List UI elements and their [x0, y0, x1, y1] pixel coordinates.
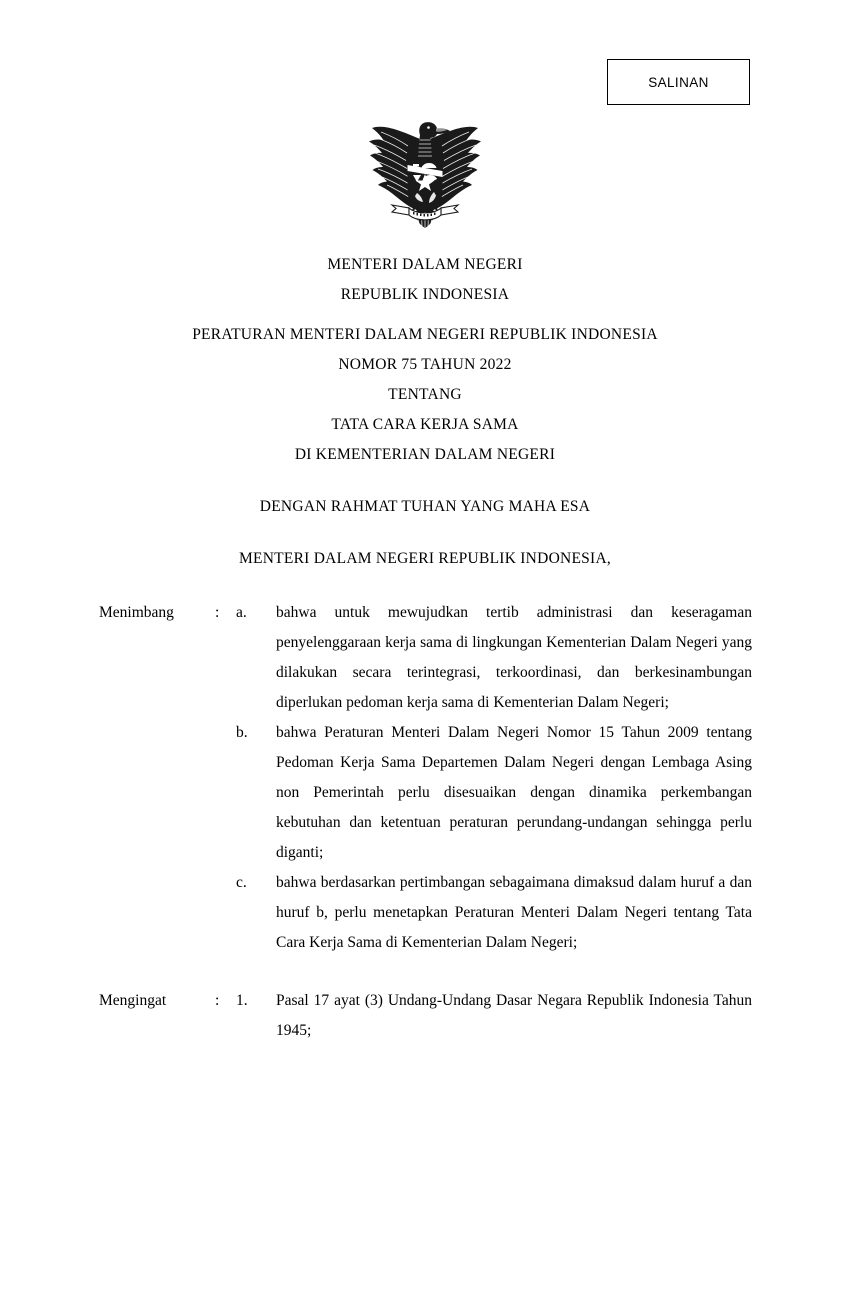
list-item: [0, 986, 850, 1046]
subject-line-1: TATA CARA KERJA SAMA: [331, 416, 519, 433]
clause-label-menimbang: Menimbang: [99, 604, 174, 621]
list-item: [0, 718, 850, 868]
clause-colon-mengingat: :: [215, 992, 220, 1009]
item-marker: a.: [236, 604, 247, 621]
clause-colon-menimbang: :: [215, 604, 220, 621]
emblem-container: [0, 112, 850, 237]
item-marker: c.: [236, 874, 247, 891]
clause-item-list-mengingat: [0, 986, 850, 1046]
clause-item-list-menimbang: [0, 598, 850, 958]
item-text: Pasal 17 ayat (3) Undang-Undang Dasar Negara Republik Indonesia Tahun 1945;: [276, 992, 752, 1039]
blessing-line: DENGAN RAHMAT TUHAN YANG MAHA ESA: [259, 498, 591, 515]
clause-menimbang: [0, 598, 850, 958]
heading-spacer-1: [0, 310, 850, 320]
ministry-line-2: REPUBLIK INDONESIA: [340, 286, 510, 303]
heading-spacer-3: [0, 522, 850, 544]
list-item: [0, 868, 850, 958]
clause-label-mengingat: Mengingat: [99, 992, 167, 1009]
item-text: bahwa untuk mewujudkan tertib administrasi dan keseragaman penyelenggaraan kerja sama di lingkungan Kementerian Dalam Negeri yang dilakukan secara terintegrasi, terkoordinasi, dan berkesinambungan diperlukan pedoman kerja sama di Kementerian Dalam Negeri;: [276, 604, 752, 711]
clause-area: [0, 598, 850, 1046]
authority-line: MENTERI DALAM NEGERI REPUBLIK INDONESIA,: [238, 550, 612, 567]
subject-line-2: DI KEMENTERIAN DALAM NEGERI: [294, 446, 556, 463]
regulation-number-line: NOMOR 75 TAHUN 2022: [338, 356, 512, 373]
ministry-line-1: MENTERI DALAM NEGERI: [327, 256, 523, 273]
document-heading-block: [0, 250, 850, 574]
garuda-pancasila-emblem: [361, 112, 489, 232]
item-marker: 1.: [236, 992, 248, 1009]
item-text: bahwa Peraturan Menteri Dalam Negeri Nomor 15 Tahun 2009 tentang Pedoman Kerja Sama Departemen Dalam Negeri dengan Lembaga Asing non Pemerintah perlu disesuaikan dengan dinamika perkembangan kebutuhan dan ketentuan peraturan perundang-undangan sehingga perlu diganti;: [276, 724, 752, 861]
item-marker: b.: [236, 724, 248, 741]
salinan-stamp-box: [607, 59, 750, 105]
about-label: TENTANG: [388, 386, 462, 403]
regulation-title-line: PERATURAN MENTERI DALAM NEGERI REPUBLIK INDONESIA: [192, 326, 658, 343]
list-item: [0, 598, 850, 718]
clause-spacer: [0, 958, 850, 986]
salinan-label: SALINAN: [648, 74, 709, 90]
clause-mengingat: [0, 986, 850, 1046]
heading-spacer-2: [0, 470, 850, 492]
item-text: bahwa berdasarkan pertimbangan sebagaimana dimaksud dalam huruf a dan huruf b, perlu menetapkan Peraturan Menteri Dalam Negeri tentang Tata Cara Kerja Sama di Kementerian Dalam Negeri;: [276, 874, 752, 951]
